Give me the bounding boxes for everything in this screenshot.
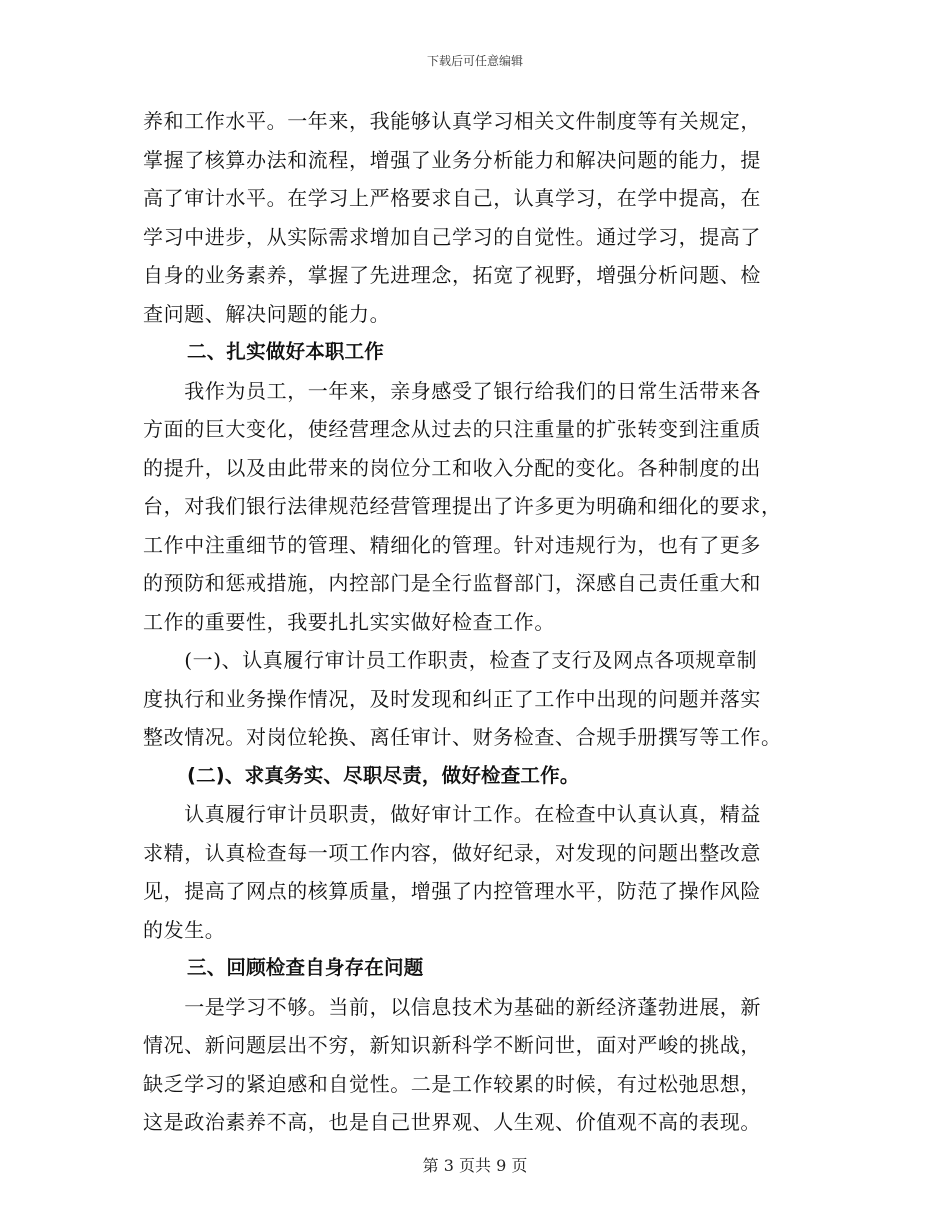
text-line: 情况、新问题层出不穷，新知识新科学不断问世，面对严峻的挑战， [143, 1033, 761, 1057]
document-body [143, 102, 808, 1142]
text-line: 工作中注重细节的管理、精细化的管理。针对违规行为，也有了更多 [143, 532, 761, 557]
text-line: 度执行和业务操作情况，及时发现和纠正了工作中出现的问题并落实 [143, 686, 761, 711]
text-line: 的发生。 [143, 917, 226, 942]
text-line: 自身的业务素养，掌握了先进理念，拓宽了视野，增强分析问题、检 [143, 263, 761, 287]
page-header: 下载后可任意编辑 [426, 54, 523, 68]
text-line: (一)、认真履行审计员工作职责，检查了支行及网点各项规章制 [143, 648, 758, 672]
text-line: 的提升，以及由此带来的岗位分工和收入分配的变化。各种制度的出 [143, 455, 761, 480]
section-heading: 三、回顾检查自身存在问题 [187, 956, 424, 979]
text-line: 这是政治素养不高，也是自己世界观、人生观、价值观不高的表现。 [143, 1110, 761, 1134]
text-line: 一是学习不够。当前，以信息技术为基础的新经济蓬勃进展，新 [143, 994, 761, 1019]
text-line: 台，对我们银行法律规范经营管理提出了许多更为明确和细化的要求， [143, 494, 782, 518]
section-heading: 二、扎实做好本职工作 [187, 340, 385, 363]
section-heading: (二)、求真务实、尽职尽责，做好检查工作。 [187, 763, 580, 787]
text-line: 高了审计水平。在学习上严格要求自己，认真学习，在学中提高，在 [143, 186, 761, 210]
text-line: 整改情况。对岗位轮换、离任审计、财务检查、合规手册撰写等工作。 [143, 725, 782, 749]
text-line: 我作为员工，一年来，亲身感受了银行给我们的日常生活带来各 [143, 378, 761, 403]
page-number: 第 3 页共 9 页 [422, 1156, 528, 1175]
text-line: 学习中进步，从实际需求增加自己学习的自觉性。通过学习，提高了 [143, 224, 761, 249]
text-line: 的预防和惩戒措施，内控部门是全行监督部门，深感自己责任重大和 [143, 571, 761, 595]
text-line: 见，提高了网点的核算质量，增强了内控管理水平，防范了操作风险 [143, 879, 761, 903]
text-line: 缺乏学习的紧迫感和自觉性。二是工作较累的时候，有过松弛思想， [143, 1071, 761, 1096]
text-line: 求精，认真检查每一项工作内容，做好纪录，对发现的问题出整改意 [143, 840, 761, 865]
text-line: 方面的巨大变化，使经营理念从过去的只注重量的扩张转变到注重质 [143, 417, 761, 441]
text-line: 掌握了核算办法和流程，增强了业务分析能力和解决问题的能力，提 [143, 147, 761, 172]
text-line: 查问题、解决问题的能力。 [143, 301, 391, 326]
text-line: 养和工作水平。一年来，我能够认真学习相关文件制度等有关规定， [143, 109, 761, 133]
text-line: 认真履行审计员职责，做好审计工作。在检查中认真认真，精益 [143, 802, 761, 826]
text-line: 工作的重要性，我要扎扎实实做好检查工作。 [143, 609, 555, 634]
